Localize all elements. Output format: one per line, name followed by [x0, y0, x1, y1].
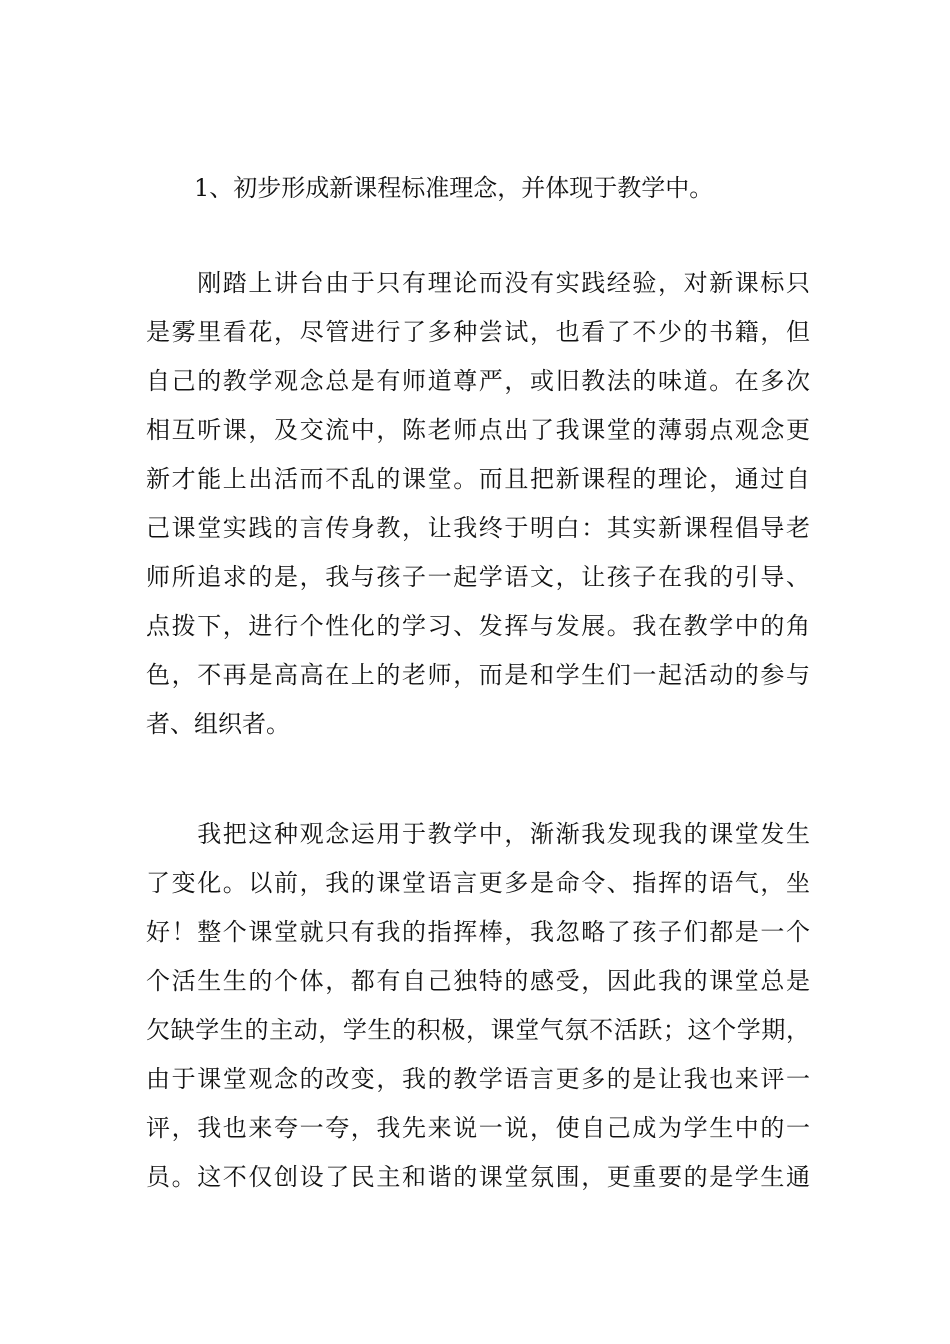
paragraph-2	[146, 810, 810, 1202]
paragraph-line: 由于课堂观念的改变，我的教学语言更多的是让我也来评一	[146, 1065, 810, 1093]
paragraph-line: 好！整个课堂就只有我的指挥棒，我忽略了孩子们都是一个	[146, 918, 810, 946]
paragraph-line: 色，不再是高高在上的老师，而是和学生们一起活动的参与	[146, 661, 810, 689]
paragraph-line: 自己的教学观念总是有师道尊严，或旧教法的味道。在多次	[146, 367, 810, 395]
paragraph-line: 相互听课，及交流中，陈老师点出了我课堂的薄弱点观念更	[146, 416, 810, 444]
paragraph-line: 点拨下，进行个性化的学习、发挥与发展。我在教学中的角	[146, 612, 810, 640]
paragraph-line: 己课堂实践的言传身教，让我终于明白：其实新课程倡导老	[146, 514, 810, 542]
paragraph-1	[146, 259, 810, 749]
paragraph-line: 了变化。以前，我的课堂语言更多是命令、指挥的语气，坐	[146, 869, 810, 897]
paragraph-line: 欠缺学生的主动，学生的积极，课堂气氛不活跃；这个学期，	[146, 1016, 810, 1044]
paragraph-line: 员。这不仅创设了民主和谐的课堂氛围，更重要的是学生通	[146, 1163, 810, 1191]
paragraph-line: 评，我也来夸一夸，我先来说一说，使自己成为学生中的一	[146, 1114, 810, 1142]
paragraph-line: 师所追求的是，我与孩子一起学语文，让孩子在我的引导、	[146, 563, 810, 591]
paragraph-line: 刚踏上讲台由于只有理论而没有实践经验，对新课标只	[146, 269, 810, 297]
paragraph-line: 新才能上出活而不乱的课堂。而且把新课程的理论，通过自	[146, 465, 810, 493]
paragraph-line: 者、组织者。	[146, 710, 290, 738]
section-heading: 1、初步形成新课程标准理念，并体现于教学中。	[194, 174, 714, 202]
paragraph-line: 我把这种观念运用于教学中，渐渐我发现我的课堂发生	[146, 820, 810, 848]
paragraph-line: 是雾里看花，尽管进行了多种尝试，也看了不少的书籍，但	[146, 318, 810, 346]
paragraph-line: 个活生生的个体，都有自己独特的感受，因此我的课堂总是	[146, 967, 810, 995]
